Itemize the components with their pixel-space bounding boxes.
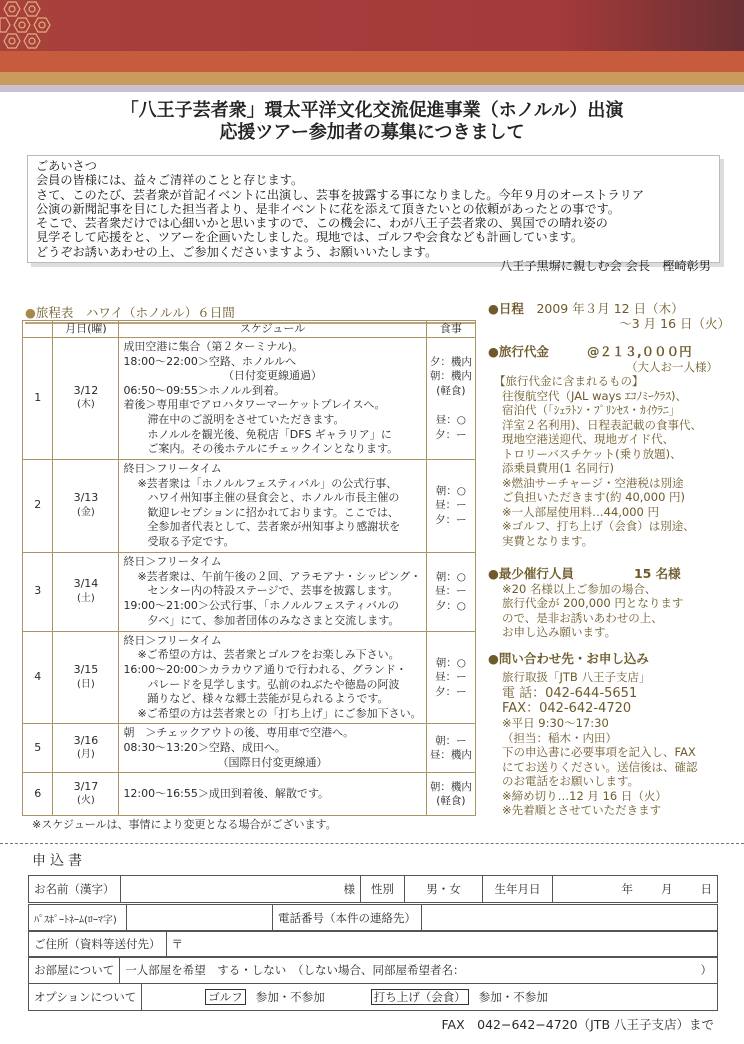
text-line: ※先着順とさせていただきます [502,803,662,817]
name-field[interactable]: 様 [120,876,361,903]
hexagon-pattern-icon [0,0,52,51]
schedule-line: パレードを見学します。弘前のねぶたや徳島の阿波 [147,677,400,691]
date: 3/15 [73,662,99,676]
meal: (軽食) [436,795,466,808]
application-form-row3: ご住所（資料等送付先） 〒 [28,930,718,958]
schedule-note: ※スケジュールは、事情により変更となる場合がございます。 [32,818,337,831]
table-row [23,773,476,816]
day-of-week: (金) [77,506,95,518]
table-row [23,552,476,631]
meals-cell [426,552,475,631]
date-cell [53,773,119,816]
text-line: 下の申込書に必要事項を記入し、FAX [502,745,696,759]
date: 3/12 [73,383,99,397]
application-form-row4: お部屋について 一人部屋を希望 する・しない （しない場合、同部屋希望者名： ） [28,956,718,984]
text-line: 添乗員費用(1 名同行) [502,461,614,475]
schedule-line: 滞在中のご説明をさせていただきます。 [147,412,345,426]
meal: 夕：機内 [429,355,472,368]
greeting-line: さて、このたび、芸者衆が首記イベントに出演し、芸事を披露する事になりました。今年９月のオーストラリア [36,187,645,202]
day-number: 6 [23,773,53,816]
text-line: 宿泊代（「ｼｪﾗﾄﾝ・ﾌﾟﾘﾝｾｽ・ｶｲｳﾗﾆ」 [502,403,681,417]
day-of-week: (火) [77,795,95,807]
table-row [23,724,476,773]
date-cell [53,552,119,631]
meal [427,398,475,413]
meals-cell [426,459,475,552]
page-title: 「八王子芸者衆」環太平洋文化交流促進事業（ホノルル）出演 応援ツアー参加者の募集につきまして [120,100,624,143]
day-number: 2 [23,459,53,552]
gender-field[interactable]: 男・女 [405,876,483,903]
schedule-line: ※芸者衆は、午前午後の２回、アラモアナ・シッピング・ [137,569,422,583]
application-form-row2: ﾊﾟｽﾎﾟｰﾄﾈｰﾑ(ﾛｰﾏ字) 電話番号（本件の連絡先） [28,904,718,932]
greeting-line: 会員の皆様には、益々ご清祥のことと存じます。 [36,173,304,188]
schedule-line: 19:00～21:00＞公式行事、「ホノルルフェスティバルの [123,599,399,613]
text-line: 実費となります。 [502,533,594,548]
meals-cell [426,724,475,773]
day-number: 5 [23,724,53,773]
text-line: ので、是非お誘いあわせの上、 [502,610,663,625]
fax-number: FAX：042-642-4720 [502,700,632,716]
schedule-line: ※芸者衆は「ホノルルフェスティバル」の公式行事、 [137,476,398,490]
schedule-line: 受取る予定です。 [147,534,235,548]
date-cell [53,631,119,724]
day-of-week: (日) [77,678,95,690]
text-line: ※20 名様以上ご参加の場合、 [502,581,657,596]
text-line: ※平日 9:30～17:30 [502,716,609,730]
schedule-line: 踊りなど、様々な郷土芸能が見られるようです。 [147,692,389,706]
cut-line [0,843,744,844]
price-section: ●旅行代金 @２１３,０００円 （大人お一人様） 【旅行代金に含まれるもの】 往復航空代（JAL ways ｴｺﾉﾐｰｸﾗｽ)、 宿泊代（「ｼｪﾗﾄﾝ・ﾌﾟﾘﾝｾｽ・ｶｲｳﾗﾆ」 洋室２名利用)、日程表記載の食事代、 現地空港送迎代、現地ガイド代、 トロリーバスチケット(乗り放題)、 添乗員費用(1 名同行) ※燃油サーチャージ・空港税は別途 ご負担いただきます(約 40,000 円) ※一人部屋使用料…44,000 円 ※ゴルフ、打ち上げ（会食）は別途、 実費となります。 [488,345,740,548]
meal: 朝：○ [435,484,466,497]
schedule-line: 08:30～13:20＞空路、成田へ。 [123,740,286,754]
meal: 朝：機内 [429,370,472,383]
meal: 朝：○ [435,570,466,583]
schedule-line: 着後＞専用車でアロハタワーマーケットプレイスへ。 [123,398,386,412]
schedule-line: 朝 ＞チェックアウトの後、専用車で空港へ。 [123,726,355,740]
party-option[interactable]: 打ち上げ（会食） [371,989,469,1005]
address-field[interactable]: 〒 [166,931,718,958]
minimum-section: ●最少催行人員 15 名様 ※20 名様以上ご参加の場合、 旅行代金が 200,000 円となります ので、是非お誘いあわせの上、 お申し込み願います。 [488,567,740,640]
greeting-box [27,155,720,274]
contact-section: ●問い合わせ先・お申し込み 旅行取扱「JTB 八王子支店」 電 話：042-644-5651 FAX：042-642-4720 ※平日 9:30～17:30 （担当：稲木・内田） 下の申込書に必要事項を記入し、FAX にてお送りください。送信後は、確認 のお電話をお願いします。 ※締め切り…12 月 16 日（火） ※先着順とさせていただきます [488,652,740,818]
text-line: 現地空港送迎代、現地ガイド代、 [502,432,675,446]
text-line: トロリーバスチケット(乗り放題)、 [502,446,682,461]
schedule-section: ●日程 2009 年３月 12 日（木） ～3 月 16 日（火） [488,301,730,331]
options-field[interactable]: ゴルフ 参加・不参加 打ち上げ（会食） 参加・不参加 [142,984,718,1011]
day-number: 4 [23,631,53,724]
form-title: 申込書 [32,853,86,869]
schedule-line: ハワイ州知事主催の昼食会と、ホノルル市長主催の [147,491,400,505]
bullet-icon: ● [488,301,499,316]
date-cell [53,724,119,773]
schedule-line: 成田空港に集合（第２ターミナル)。 [123,340,304,353]
schedule-cell [119,724,426,773]
meal: 昼：ー [435,585,467,598]
schedule-line: 夕べ」にて、参加者団体のみなさまと交流します。 [147,613,400,627]
room-field[interactable]: 一人部屋を希望 する・しない （しない場合、同部屋希望者名： ） [120,957,718,984]
golf-option[interactable]: ゴルフ [205,989,246,1005]
table-row [23,338,476,460]
schedule-line: 終日＞フリータイム [123,461,222,475]
meal: 昼：ー [435,671,467,684]
schedule-line: 終日＞フリータイム [123,555,222,569]
text-line: 旅行代金が 200,000 円となります [502,596,684,610]
schedule-line: 16:00～20:00＞カラカウア通りで行われる、グランド・ [123,662,407,676]
date: 3/17 [73,779,99,793]
schedule-line: 全参加者代表として、芸者衆が州知事より感謝状を [147,520,401,534]
meal: 昼：○ [435,413,466,426]
schedule-cell [119,459,426,552]
meal: 朝：○ [435,656,466,669]
day-of-week: (土) [77,592,95,604]
meal: 夕：ー [435,428,467,441]
phone-number: 電 話：042-644-5651 [502,686,638,701]
schedule-line: 12:00～16:55＞成田到着後、解散です。 [123,786,329,800]
signature: 八王子黒塀に親しむ会 会長 樫崎彰男 [499,259,711,274]
phone-field[interactable] [422,905,718,932]
schedule-line: ※ご希望の方は、芸者衆とゴルフをお楽しみ下さい。 [137,648,400,662]
meal: 朝：ー [435,734,467,747]
schedule-line: （国際日付変更線通） [217,755,328,769]
text-line: （担当：稲木・内田） [502,730,617,745]
itinerary-table: 月日(曜) スケジュール 食事 1 3/12 (木) 成田空港に集合（第２ターミナル)。 18:00～22:00＞空路、ホノルルへ （日付変更線通過） 06:50～09:55＞ホノルル到着。 着後＞専用車でアロハタワーマーケットプレイスへ。 滞在中のご説明をさせていただきます。 ホノルルを観光後、免税店「DFS ギャラリア」に ご案内。その後ホテルにチェックインとなります。 夕：機内 朝：機内 (軽食) 昼：○ 夕：ー 2 3/13 (金) 終日＞フリータイム ※芸者衆は「ホノルルフェスティバル」の公式行事、 ハワイ州知事主催の昼食会と、ホノルル市長主催の 歓迎レセプションに招かれております。ここでは、 全参加者代表として、芸者衆が州知事より感謝状を 受取る予定です。 朝：○ 昼：ー 夕：ー 3 3/14 (土) 終日＞フリータイム ※芸者衆は、午前午後の２回、アラモアナ・シッピング・ センター内の特設ステージで、芸事を披露します。 19:00～21:00＞公式行事、「ホノルルフェスティバルの 夕べ」にて、参加者団体のみなさまと交流します。 朝：○ 昼：ー 夕：○ 4 3/15 (日) 終日＞フリータイム ※ご希望の方は、芸者衆とゴルフをお楽しみ下さい。 16:00～20:00＞カラカウア通りで行われる、グランド・ パレードを見学します。弘前のねぶたや徳島の阿波 踊りなど、様々な郷土芸能が見られるようです。 ※ご希望の方は芸者衆との「打ち上げ」にご参加下さい。 朝：○ 昼：ー 夕：ー 5 3/16 (月) 朝 ＞チェックアウトの後、専用車で空港へ。 08:30～13:20＞空路、成田へ。 （国際日付変更線通） 朝：ー 昼：機内 6 3/17 (火) 12:00～16:55＞成田到着後、解散です。 朝：機内 (軽食) [22,320,476,816]
date-cell [53,459,119,552]
schedule-line: センター内の特設ステージで、芸事を披露します。 [147,584,399,598]
meal: 昼：機内 [429,749,472,762]
schedule-cell [119,338,426,460]
meals-cell [426,631,475,724]
meals-cell [426,338,475,460]
passport-name-field[interactable] [127,905,273,932]
schedule-line: 歓迎レセプションに招かれております。ここでは、 [147,505,399,519]
bullet-icon: ● [25,305,36,320]
greeting-line: そこで、芸者衆だけでは心細いかと思いますので、この機会に、わが八王子芸者衆の、異国での晴れ姿の [36,216,608,231]
schedule-line: （日付変更線通過） [223,369,323,383]
text-line: 洋室２名利用)、日程表記載の食事代、 [502,417,702,432]
date: 3/13 [73,491,99,505]
bullet-icon: ● [488,344,499,359]
text-line: ※一人部屋使用料…44,000 円 [502,504,660,519]
text-line: ※ゴルフ、打ち上げ（会食）は別途、 [502,519,695,533]
meals-cell [426,773,475,816]
day-of-week: (月) [77,749,95,761]
application-form: お名前（漢字） 様 性別 男・女 生年月日 年 月 日 [28,875,718,903]
day-number: 1 [23,338,53,460]
text-line: 往復航空代（JAL ways ｴｺﾉﾐｰｸﾗｽ)、 [502,388,688,403]
schedule-line: 18:00～22:00＞空路、ホノルルへ [123,354,297,368]
schedule-line: 終日＞フリータイム [123,633,222,647]
meal: 朝：機内 [429,780,472,793]
meal: 夕：○ [435,600,466,613]
schedule-cell [119,552,426,631]
text-line: ※締め切り…12 月 16 日（火） [502,788,667,803]
table-row [23,631,476,724]
text-line: ご負担いただきます(約 40,000 円) [502,490,686,504]
day-of-week: (木) [77,399,95,411]
schedule-line: ホノルルを観光後、免税店「DFS ギャラリア」に [147,427,392,441]
text-line: のお電話をお願いします。 [502,774,640,788]
schedule-cell [119,631,426,724]
birthdate-field[interactable]: 年 月 日 [553,876,718,903]
meal: 夕：ー [435,685,467,698]
meal: 夕：ー [435,514,467,527]
bullet-icon: ● [488,651,499,666]
itinerary-heading: ●旅程表 ハワイ（ホノルル）６日間 [25,303,475,324]
schedule-line: 06:50～09:55＞ホノルル到着。 [123,383,286,397]
greeting-line: どうぞお誘いあわせの上、ご参加くださいますよう、お願いいたします。 [36,244,438,259]
fax-instruction: FAX 042−642−4720（JTB 八王子支店）まで [441,1017,714,1032]
schedule-line: ※ご希望の方は芸者衆との「打ち上げ」にご参加下さい。 [137,706,422,720]
header-banner [0,0,744,92]
day-number: 3 [23,552,53,631]
meal: 昼：ー [435,499,467,512]
greeting-line: ごあいさつ [36,159,97,173]
bullet-icon: ● [488,566,499,581]
schedule-line: ご案内。その後ホテルにチェックインとなります。 [147,442,399,456]
meal: (軽食) [436,384,466,397]
date: 3/14 [73,577,99,591]
text-line: にてお送りください。送信後は、確認 [502,759,698,774]
greeting-line: 見学そして応援をと、ツアーを企画いたしました。現地では、ゴルフや会食なども計画しています。 [36,230,584,245]
date: 3/16 [73,733,99,747]
text-line: ※燃油サーチャージ・空港税は別途 [502,475,684,490]
date-cell [53,338,119,460]
greeting-line: 公演の新聞記事を目にした担当者より、是非イベントに花を添えて頂きたいとの依頼があったとの事です。 [36,201,620,216]
text-line: お申し込み願います。 [502,625,617,639]
table-row [23,459,476,552]
application-form-row5: オプションについて ゴルフ 参加・不参加 打ち上げ（会食） 参加・不参加 [28,983,718,1011]
schedule-cell [119,773,426,816]
